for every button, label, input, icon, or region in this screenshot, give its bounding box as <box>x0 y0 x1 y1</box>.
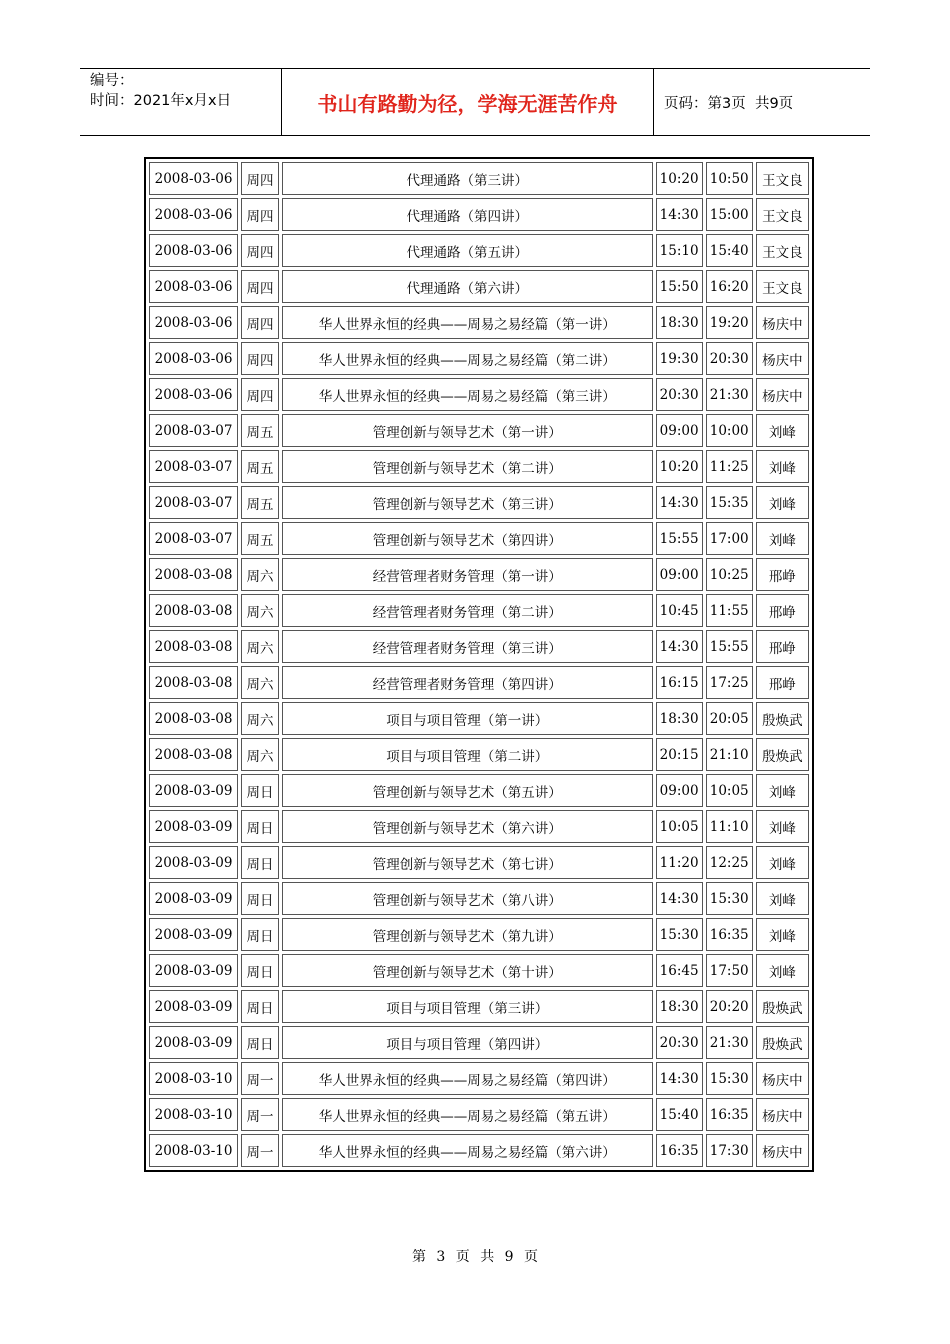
page-header <box>80 68 870 136</box>
cell-start-time: 10:45 <box>656 594 703 627</box>
table-row <box>149 1134 809 1167</box>
table-row <box>149 1098 809 1131</box>
cell-end-time: 10:05 <box>706 774 753 807</box>
cell-title: 管理创新与领导艺术（第四讲） <box>282 522 653 555</box>
cell-title: 经营管理者财务管理（第三讲） <box>282 630 653 663</box>
cell-end-time: 15:00 <box>706 198 753 231</box>
cell-day: 周四 <box>241 234 279 267</box>
cell-speaker: 刘峰 <box>756 882 809 915</box>
cell-speaker: 王文良 <box>756 234 809 267</box>
cell-day: 周五 <box>241 522 279 555</box>
cell-start-time: 10:20 <box>656 450 703 483</box>
page-footer: 第 3 页 共 9 页 <box>411 1249 539 1265</box>
cell-day: 周日 <box>241 846 279 879</box>
cell-title: 管理创新与领导艺术（第三讲） <box>282 486 653 519</box>
cell-day: 周日 <box>241 774 279 807</box>
cell-date: 2008-03-09 <box>149 1026 238 1059</box>
cell-title: 经营管理者财务管理（第二讲） <box>282 594 653 627</box>
cell-end-time: 15:30 <box>706 882 753 915</box>
table-row <box>149 558 809 591</box>
cell-title: 代理通路（第四讲） <box>282 198 653 231</box>
cell-end-time: 20:05 <box>706 702 753 735</box>
cell-speaker: 邢峥 <box>756 666 809 699</box>
cell-day: 周五 <box>241 486 279 519</box>
cell-day: 周六 <box>241 630 279 663</box>
header-page-info <box>654 69 870 135</box>
cell-speaker: 刘峰 <box>756 486 809 519</box>
table-row <box>149 1062 809 1095</box>
cell-date: 2008-03-09 <box>149 882 238 915</box>
cell-day: 周四 <box>241 270 279 303</box>
cell-end-time: 17:00 <box>706 522 753 555</box>
cell-title: 项目与项目管理（第三讲） <box>282 990 653 1023</box>
cell-title: 华人世界永恒的经典——周易之易经篇（第一讲） <box>282 306 653 339</box>
cell-end-time: 16:35 <box>706 918 753 951</box>
cell-day: 周日 <box>241 990 279 1023</box>
cell-end-time: 15:40 <box>706 234 753 267</box>
cell-title: 管理创新与领导艺术（第二讲） <box>282 450 653 483</box>
cell-title: 管理创新与领导艺术（第一讲） <box>282 414 653 447</box>
cell-day: 周五 <box>241 450 279 483</box>
cell-start-time: 09:00 <box>656 414 703 447</box>
cell-end-time: 17:25 <box>706 666 753 699</box>
cell-start-time: 16:15 <box>656 666 703 699</box>
table-row <box>149 378 809 411</box>
cell-title: 管理创新与领导艺术（第九讲） <box>282 918 653 951</box>
cell-speaker: 杨庆中 <box>756 1098 809 1131</box>
cell-speaker: 刘峰 <box>756 522 809 555</box>
cell-start-time: 14:30 <box>656 486 703 519</box>
cell-title: 项目与项目管理（第一讲） <box>282 702 653 735</box>
header-page-info-text: 页码：第3页 共9页 <box>664 95 794 112</box>
cell-date: 2008-03-06 <box>149 342 238 375</box>
cell-title: 经营管理者财务管理（第一讲） <box>282 558 653 591</box>
cell-speaker: 邢峥 <box>756 630 809 663</box>
cell-date: 2008-03-09 <box>149 846 238 879</box>
cell-speaker: 殷焕武 <box>756 1026 809 1059</box>
cell-day: 周六 <box>241 702 279 735</box>
table-row <box>149 306 809 339</box>
cell-speaker: 刘峰 <box>756 918 809 951</box>
cell-end-time: 11:10 <box>706 810 753 843</box>
cell-speaker: 王文良 <box>756 162 809 195</box>
cell-start-time: 15:40 <box>656 1098 703 1131</box>
header-number-label: 编号： <box>90 73 134 89</box>
cell-day: 周日 <box>241 954 279 987</box>
table-row <box>149 702 809 735</box>
cell-date: 2008-03-08 <box>149 666 238 699</box>
cell-start-time: 10:05 <box>656 810 703 843</box>
cell-day: 周日 <box>241 1026 279 1059</box>
cell-date: 2008-03-10 <box>149 1062 238 1095</box>
cell-day: 周四 <box>241 306 279 339</box>
table-row <box>149 882 809 915</box>
cell-title: 代理通路（第五讲） <box>282 234 653 267</box>
cell-speaker: 刘峰 <box>756 774 809 807</box>
cell-end-time: 10:25 <box>706 558 753 591</box>
cell-end-time: 16:35 <box>706 1098 753 1131</box>
cell-day: 周六 <box>241 738 279 771</box>
cell-date: 2008-03-10 <box>149 1134 238 1167</box>
cell-start-time: 15:55 <box>656 522 703 555</box>
cell-end-time: 15:30 <box>706 1062 753 1095</box>
cell-title: 管理创新与领导艺术（第七讲） <box>282 846 653 879</box>
cell-title: 管理创新与领导艺术（第十讲） <box>282 954 653 987</box>
cell-end-time: 11:25 <box>706 450 753 483</box>
cell-title: 管理创新与领导艺术（第五讲） <box>282 774 653 807</box>
cell-start-time: 20:30 <box>656 1026 703 1059</box>
cell-title: 华人世界永恒的经典——周易之易经篇（第三讲） <box>282 378 653 411</box>
cell-title: 代理通路（第三讲） <box>282 162 653 195</box>
cell-start-time: 15:10 <box>656 234 703 267</box>
cell-date: 2008-03-06 <box>149 378 238 411</box>
cell-speaker: 殷焕武 <box>756 990 809 1023</box>
cell-title: 华人世界永恒的经典——周易之易经篇（第六讲） <box>282 1134 653 1167</box>
cell-end-time: 16:20 <box>706 270 753 303</box>
cell-speaker: 杨庆中 <box>756 306 809 339</box>
header-meta <box>80 69 281 135</box>
cell-end-time: 11:55 <box>706 594 753 627</box>
table-row <box>149 486 809 519</box>
cell-speaker: 殷焕武 <box>756 738 809 771</box>
table-row <box>149 198 809 231</box>
cell-title: 华人世界永恒的经典——周易之易经篇（第五讲） <box>282 1098 653 1131</box>
cell-end-time: 20:30 <box>706 342 753 375</box>
cell-day: 周六 <box>241 666 279 699</box>
table-row <box>149 738 809 771</box>
cell-start-time: 15:50 <box>656 270 703 303</box>
schedule-table-body <box>149 162 809 1167</box>
cell-start-time: 20:15 <box>656 738 703 771</box>
cell-day: 周六 <box>241 594 279 627</box>
header-date-label: 时间：2021年x月x日 <box>90 93 232 109</box>
cell-date: 2008-03-06 <box>149 306 238 339</box>
table-row <box>149 342 809 375</box>
cell-date: 2008-03-07 <box>149 486 238 519</box>
cell-end-time: 10:50 <box>706 162 753 195</box>
cell-end-time: 21:30 <box>706 378 753 411</box>
cell-date: 2008-03-08 <box>149 738 238 771</box>
cell-date: 2008-03-09 <box>149 918 238 951</box>
cell-speaker: 王文良 <box>756 270 809 303</box>
cell-day: 周日 <box>241 810 279 843</box>
cell-date: 2008-03-06 <box>149 198 238 231</box>
cell-start-time: 11:20 <box>656 846 703 879</box>
cell-speaker: 杨庆中 <box>756 1134 809 1167</box>
cell-date: 2008-03-06 <box>149 234 238 267</box>
cell-start-time: 14:30 <box>656 882 703 915</box>
cell-date: 2008-03-06 <box>149 270 238 303</box>
cell-title: 管理创新与领导艺术（第六讲） <box>282 810 653 843</box>
cell-day: 周四 <box>241 378 279 411</box>
cell-date: 2008-03-06 <box>149 162 238 195</box>
cell-end-time: 15:55 <box>706 630 753 663</box>
table-row <box>149 846 809 879</box>
cell-date: 2008-03-07 <box>149 450 238 483</box>
cell-day: 周日 <box>241 882 279 915</box>
cell-title: 项目与项目管理（第四讲） <box>282 1026 653 1059</box>
cell-speaker: 刘峰 <box>756 846 809 879</box>
cell-start-time: 15:30 <box>656 918 703 951</box>
table-row <box>149 234 809 267</box>
cell-end-time: 10:00 <box>706 414 753 447</box>
cell-speaker: 邢峥 <box>756 594 809 627</box>
table-row <box>149 954 809 987</box>
cell-date: 2008-03-10 <box>149 1098 238 1131</box>
cell-day: 周六 <box>241 558 279 591</box>
cell-end-time: 21:30 <box>706 1026 753 1059</box>
cell-date: 2008-03-08 <box>149 594 238 627</box>
cell-speaker: 杨庆中 <box>756 1062 809 1095</box>
cell-end-time: 17:50 <box>706 954 753 987</box>
cell-start-time: 18:30 <box>656 702 703 735</box>
cell-start-time: 19:30 <box>656 342 703 375</box>
cell-speaker: 刘峰 <box>756 810 809 843</box>
cell-speaker: 殷焕武 <box>756 702 809 735</box>
cell-title: 华人世界永恒的经典——周易之易经篇（第二讲） <box>282 342 653 375</box>
cell-day: 周五 <box>241 414 279 447</box>
cell-day: 周四 <box>241 342 279 375</box>
cell-date: 2008-03-07 <box>149 522 238 555</box>
cell-date: 2008-03-09 <box>149 990 238 1023</box>
table-row <box>149 1026 809 1059</box>
table-row <box>149 522 809 555</box>
cell-day: 周日 <box>241 918 279 951</box>
cell-date: 2008-03-07 <box>149 414 238 447</box>
cell-start-time: 10:20 <box>656 162 703 195</box>
cell-date: 2008-03-09 <box>149 774 238 807</box>
table-row <box>149 414 809 447</box>
cell-date: 2008-03-09 <box>149 810 238 843</box>
cell-title: 经营管理者财务管理（第四讲） <box>282 666 653 699</box>
cell-speaker: 刘峰 <box>756 414 809 447</box>
cell-day: 周一 <box>241 1134 279 1167</box>
header-motto: 书山有路勤为径，学海无涯苦作舟 <box>281 69 654 135</box>
table-row <box>149 990 809 1023</box>
cell-start-time: 14:30 <box>656 630 703 663</box>
table-row <box>149 450 809 483</box>
cell-day: 周四 <box>241 162 279 195</box>
cell-start-time: 14:30 <box>656 198 703 231</box>
cell-date: 2008-03-08 <box>149 630 238 663</box>
cell-speaker: 刘峰 <box>756 450 809 483</box>
cell-title: 代理通路（第六讲） <box>282 270 653 303</box>
cell-speaker: 邢峥 <box>756 558 809 591</box>
cell-end-time: 17:30 <box>706 1134 753 1167</box>
table-row <box>149 774 809 807</box>
cell-day: 周一 <box>241 1098 279 1131</box>
cell-start-time: 16:45 <box>656 954 703 987</box>
table-row <box>149 666 809 699</box>
cell-end-time: 15:35 <box>706 486 753 519</box>
cell-speaker: 王文良 <box>756 198 809 231</box>
cell-start-time: 20:30 <box>656 378 703 411</box>
cell-date: 2008-03-08 <box>149 702 238 735</box>
cell-start-time: 18:30 <box>656 306 703 339</box>
cell-date: 2008-03-09 <box>149 954 238 987</box>
cell-title: 华人世界永恒的经典——周易之易经篇（第四讲） <box>282 1062 653 1095</box>
table-row <box>149 270 809 303</box>
cell-title: 项目与项目管理（第二讲） <box>282 738 653 771</box>
cell-start-time: 09:00 <box>656 558 703 591</box>
cell-end-time: 12:25 <box>706 846 753 879</box>
cell-title: 管理创新与领导艺术（第八讲） <box>282 882 653 915</box>
cell-end-time: 21:10 <box>706 738 753 771</box>
cell-start-time: 16:35 <box>656 1134 703 1167</box>
table-row <box>149 810 809 843</box>
table-row <box>149 918 809 951</box>
cell-end-time: 19:20 <box>706 306 753 339</box>
table-row <box>149 630 809 663</box>
schedule-table <box>144 157 814 1172</box>
cell-day: 周一 <box>241 1062 279 1095</box>
cell-speaker: 杨庆中 <box>756 342 809 375</box>
cell-start-time: 18:30 <box>656 990 703 1023</box>
cell-start-time: 09:00 <box>656 774 703 807</box>
table-row <box>149 162 809 195</box>
cell-speaker: 杨庆中 <box>756 378 809 411</box>
cell-end-time: 20:20 <box>706 990 753 1023</box>
table-row <box>149 594 809 627</box>
cell-start-time: 14:30 <box>656 1062 703 1095</box>
cell-day: 周四 <box>241 198 279 231</box>
cell-date: 2008-03-08 <box>149 558 238 591</box>
cell-speaker: 刘峰 <box>756 954 809 987</box>
